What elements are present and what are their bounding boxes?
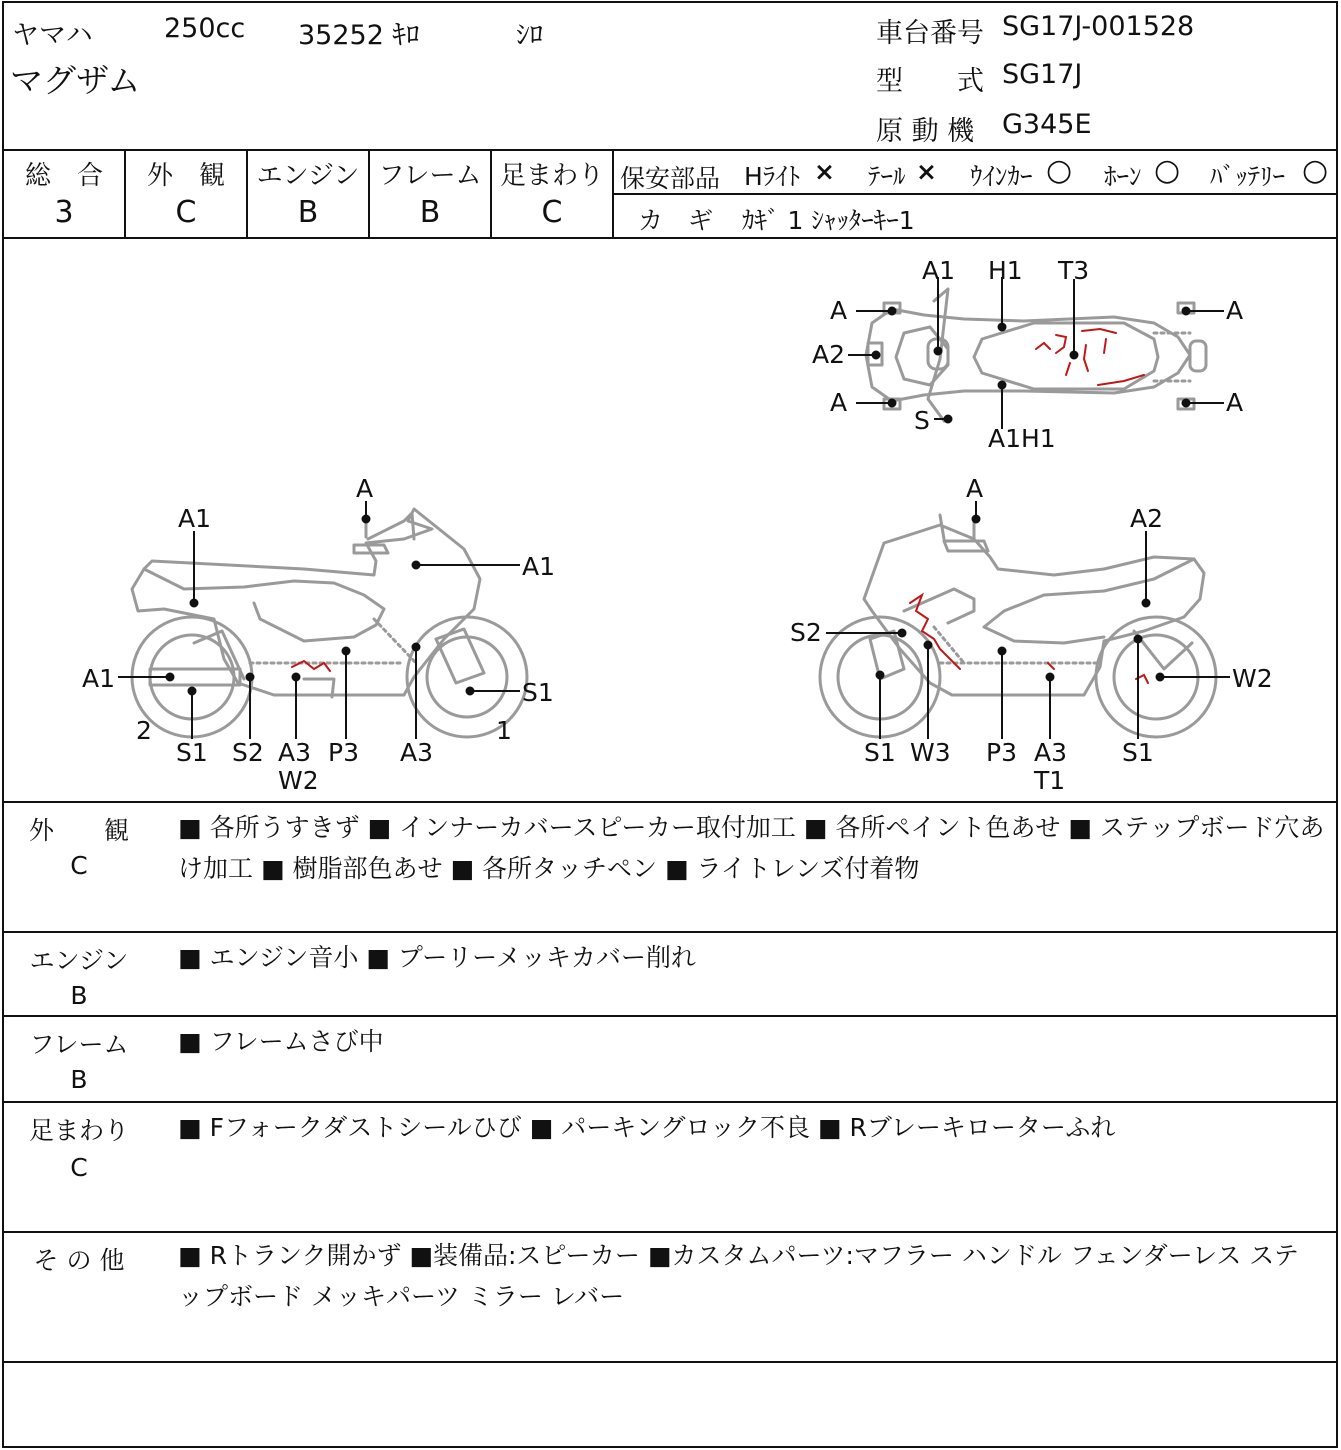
top-view-sketch — [866, 289, 1206, 421]
left-label: A1 — [82, 664, 116, 693]
inspection-sheet — [2, 1, 1338, 1448]
right-label: S1 — [1122, 738, 1154, 767]
safety-battery-label: ﾊﾞｯﾃﾘｰ — [1210, 162, 1286, 191]
top-label: S — [914, 406, 930, 435]
section-engine-text: ■ エンジン音小 ■ プーリーメッキカバー削れ — [178, 943, 696, 972]
type-value: SG17J — [1002, 59, 1083, 90]
safety-headlight-mark: × — [814, 157, 835, 186]
right-label: S1 — [864, 738, 896, 767]
left-label: A — [356, 474, 374, 503]
section-suspension-grade: C — [70, 1153, 88, 1182]
left-label: S2 — [232, 738, 264, 767]
score-frame-label: フレーム — [378, 161, 482, 191]
divider — [4, 1231, 1338, 1233]
score-total-label: 総 合 — [24, 161, 103, 191]
divider — [612, 193, 1338, 195]
score-exterior-label: 外 観 — [146, 161, 225, 191]
top-label: A — [1226, 296, 1244, 325]
left-label: A3 — [278, 738, 312, 767]
right-label: W3 — [910, 738, 951, 767]
maker: ヤマハ — [12, 20, 93, 51]
section-other-title: そ の 他 — [33, 1246, 125, 1275]
left-label: S1 — [176, 738, 208, 767]
score-exterior-value: C — [175, 195, 197, 230]
score-engine-value: B — [297, 195, 319, 230]
divider — [4, 149, 1338, 151]
type-label: 型 式 — [876, 66, 984, 97]
left-label: S1 — [522, 678, 554, 707]
key-label: カ ギ — [638, 206, 714, 235]
divider — [4, 801, 1338, 803]
left-label: P3 — [328, 738, 359, 767]
engine-value: G345E — [1002, 109, 1092, 140]
score-suspension-value: C — [541, 195, 563, 230]
section-suspension-title: 足まわり — [28, 1116, 129, 1145]
mileage: 35252 ｷﾛ — [298, 20, 420, 51]
score-frame-value: B — [419, 195, 441, 230]
safety-winker-mark: ○ — [1046, 153, 1073, 188]
top-label: T3 — [1058, 256, 1090, 285]
section-engine-grade: B — [70, 981, 88, 1010]
left-label: A3 — [400, 738, 434, 767]
section-engine-title: エンジン — [29, 946, 129, 975]
section-other-text: ■ Rトランク開かず ■装備品:スピーカー ■カスタムパーツ:マフラー ハンドル フェンダーレス ステップボード メッキパーツ ミラー レバー — [178, 1241, 1299, 1311]
top-label: A — [830, 388, 848, 417]
score-engine-label: エンジン — [256, 161, 360, 191]
safety-winker-label: ｳｲﾝｶｰ — [970, 162, 1033, 191]
frame-number: SG17J-001528 — [1002, 11, 1195, 42]
divider — [4, 1015, 1338, 1017]
safety-tail-mark: × — [916, 157, 937, 186]
section-frame-grade: B — [70, 1065, 88, 1094]
safety-horn-mark: ○ — [1154, 153, 1181, 188]
section-suspension-text: ■ Fフォークダストシールひび ■ パーキングロック不良 ■ Rブレーキローターふれ — [178, 1113, 1116, 1142]
damage-diagram — [4, 239, 1338, 801]
top-label: A1H1 — [988, 424, 1056, 453]
left-label: 1 — [496, 716, 512, 745]
damage-marks — [292, 329, 1148, 683]
model-name: マグザム — [10, 61, 141, 100]
section-frame-text: ■ フレームさび中 — [178, 1027, 384, 1056]
right-label: P3 — [986, 738, 1017, 767]
section-exterior-grade: C — [70, 851, 88, 880]
safety-title: 保安部品 — [620, 164, 721, 193]
right-label: A — [966, 474, 984, 503]
top-label: A — [1226, 388, 1244, 417]
divider — [4, 931, 1338, 933]
section-frame-title: フレーム — [29, 1030, 129, 1059]
section-exterior-text: ■ 各所うすきず ■ インナーカバースピーカー取付加工 ■ 各所ペイント色あせ ■ ステップボード穴あけ加工 ■ 樹脂部色あせ ■ 各所タッチペン ■ ライトレンズ付着物 — [178, 813, 1325, 883]
divider — [4, 1101, 1338, 1103]
safety-tail-label: ﾃｰﾙ — [868, 162, 906, 191]
left-label: W2 — [278, 766, 319, 795]
frame-number-label: 車台番号 — [876, 18, 984, 49]
score-suspension-label: 足まわり — [499, 161, 604, 191]
top-label: A1 — [922, 256, 956, 285]
right-label: W2 — [1232, 664, 1273, 693]
top-label: A — [830, 296, 848, 325]
left-label: 2 — [136, 716, 152, 745]
body-color: ｼﾛ — [516, 20, 543, 51]
right-label: S2 — [790, 618, 822, 647]
top-label: A2 — [812, 340, 846, 369]
left-label: A1 — [522, 552, 556, 581]
displacement: 250cc — [164, 13, 246, 44]
safety-horn-label: ﾎｰﾝ — [1104, 162, 1142, 191]
score-total-value: 3 — [54, 195, 74, 230]
right-label: A2 — [1130, 504, 1164, 533]
key-value: ｶｷﾞ 1 ｼｬｯﾀｰｷｰ1 — [742, 206, 915, 235]
safety-battery-mark: ○ — [1302, 153, 1329, 188]
top-label: H1 — [988, 256, 1023, 285]
left-label: A1 — [178, 504, 212, 533]
safety-headlight-label: Hﾗｲﾄ — [744, 162, 801, 191]
section-exterior-title: 外 観 — [28, 816, 129, 845]
right-label: T1 — [1034, 766, 1066, 795]
divider — [4, 1361, 1338, 1363]
right-label: A3 — [1034, 738, 1068, 767]
engine-label: 原 動 機 — [876, 116, 975, 147]
